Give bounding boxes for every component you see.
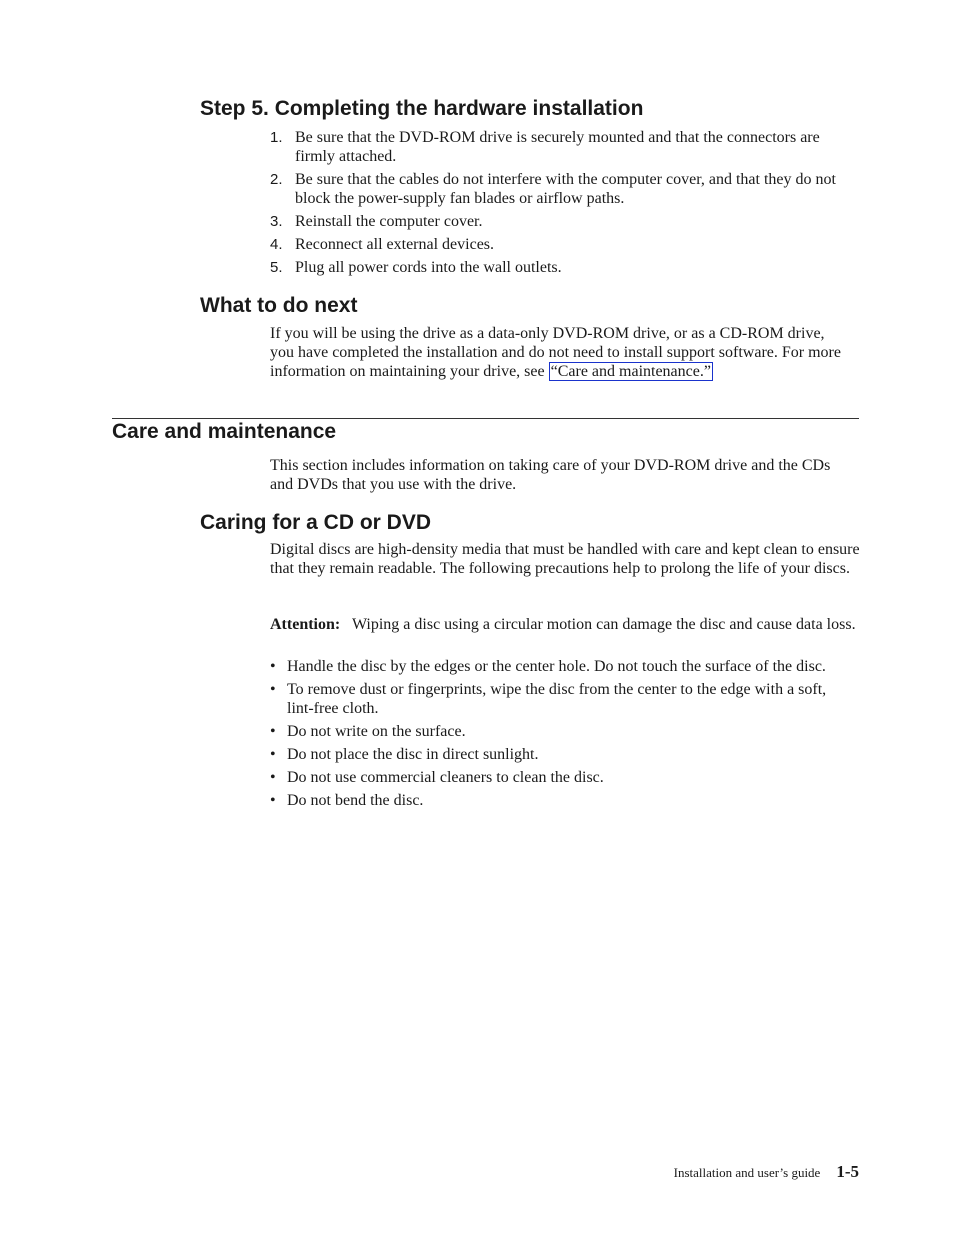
care-and-maintenance-link[interactable]: [549, 362, 713, 381]
what-next-text: If you will be using the drive as a data-only DVD-ROM drive, or as a CD-ROM drive, you have completed the installation and do not need to install support software. For more information on maintaining your drive, see: [270, 325, 841, 380]
attention-note: [270, 615, 856, 634]
link-text-1: “Care and: [550, 363, 616, 380]
step-text: Reinstall the computer cover.: [295, 213, 483, 230]
bullet-text: Do not place the disc in direct sunlight.: [287, 746, 539, 763]
bullet-icon: •: [270, 723, 276, 740]
what-next-paragraph: [270, 324, 850, 381]
page-number: 1-5: [836, 1162, 859, 1181]
page-footer: [674, 1162, 859, 1182]
step5-heading: Step 5. Completing the hardware installation: [200, 97, 644, 120]
step-number: 1.: [270, 129, 283, 146]
list-item: [270, 235, 858, 254]
bullet-text: Do not bend the disc.: [287, 792, 424, 809]
step-text: Reconnect all external devices.: [295, 236, 495, 253]
step-number: 4.: [270, 236, 283, 253]
step-text: Be sure that the cables do not interfere with the computer cover, and that they do not block the power-supply fan blades or airflow paths.: [295, 171, 836, 207]
bullet-icon: •: [270, 658, 276, 675]
step-text: Be sure that the DVD-ROM drive is securely mounted and that the connectors are firmly attached.: [295, 129, 820, 165]
step-text: Plug all power cords into the wall outlets.: [295, 259, 562, 276]
list-item: [270, 128, 858, 166]
list-item: [270, 745, 856, 764]
bullet-icon: •: [270, 769, 276, 786]
step-number: 3.: [270, 213, 283, 230]
list-item: [270, 791, 856, 810]
step-number: 5.: [270, 259, 283, 276]
bullet-text: Handle the disc by the edges or the center hole. Do not touch the surface of the disc.: [287, 658, 826, 675]
bullet-text: Do not use commercial cleaners to clean the disc.: [287, 769, 604, 786]
bullet-icon: •: [270, 746, 276, 763]
footer-title: Installation and user’s guide: [673, 1165, 821, 1180]
bullet-text: Do not write on the surface.: [287, 723, 466, 740]
list-item: [270, 722, 856, 741]
list-item: [270, 768, 856, 787]
list-item: [270, 212, 858, 231]
link-text-2: maintenance.”: [619, 363, 711, 380]
attention-label: Attention:: [270, 616, 341, 633]
list-item: [270, 258, 858, 277]
caring-heading: Caring for a CD or DVD: [200, 511, 432, 534]
care-intro: This section includes information on taking care of your DVD-ROM drive and the CDs and DVDs that you use with the drive.: [270, 457, 831, 493]
list-item: [270, 170, 858, 208]
step-number: 2.: [270, 171, 283, 188]
caring-intro: Digital discs are high-density media that must be handled with care and kept clean to ensure that they remain readable. The following precautions help to prolong the life of your discs.: [270, 541, 860, 577]
bullet-icon: •: [270, 792, 276, 809]
attention-text: Wiping a disc using a circular motion can damage the disc and cause data loss.: [351, 616, 856, 633]
care-heading: Care and maintenance: [112, 420, 337, 443]
what-next-heading: What to do next: [200, 294, 358, 317]
precautions-list: [270, 657, 856, 814]
step5-steps-list: [270, 128, 858, 281]
list-item: [270, 680, 856, 718]
bullet-text: To remove dust or fingerprints, wipe the disc from the center to the edge with a soft, lint-free cloth.: [287, 681, 827, 717]
list-item: [270, 657, 856, 676]
bullet-icon: •: [270, 681, 276, 698]
